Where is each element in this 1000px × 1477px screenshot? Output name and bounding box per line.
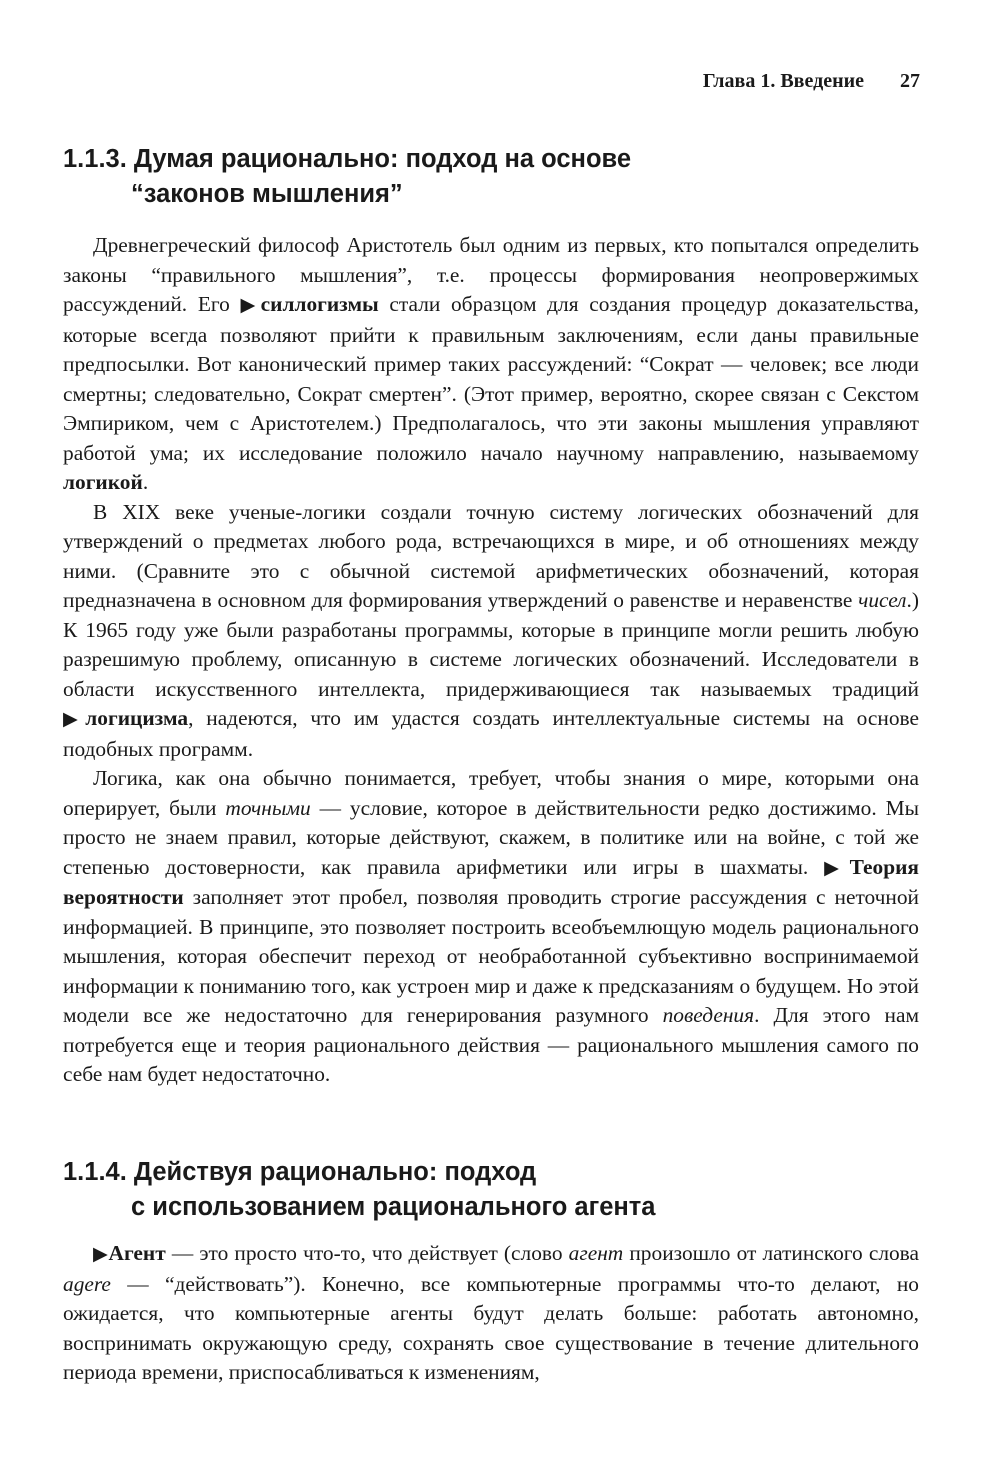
text-run: заполняет этот пробел, позволяя проводить строгие рассуждения с неточной информацией. В принципе, это позволяет построить всеобъемлющую модель рационального мышления, которая обеспечит переход от необработанной субъективно воспринимаемой информации к пониманию того, как устроен мир и даже к предсказаниям о будущем. Но этой модели все же недостаточно для генерирования разумного — [63, 885, 919, 1027]
chapter-title: Глава 1. Введение — [702, 70, 864, 92]
text-run: .) К 1965 году уже были разработаны программы, которые в принципе могли решить любую разрешимую проблему, описанную в системе логических обозначений. Исследователи в области искусственного интеллекта, придерживающиеся так называемых традиций — [63, 588, 919, 701]
paragraph — [63, 231, 919, 498]
section-heading — [63, 1155, 923, 1225]
section-1-1-3 — [63, 142, 923, 1090]
text-run: , надеются, что им удастся создать интеллектуальные системы на основе подобных программ. — [63, 706, 919, 761]
section-body — [63, 231, 919, 1090]
emphasis: agere — [63, 1271, 111, 1296]
text-run: — это просто что-то, что действует (слово — [165, 1241, 569, 1265]
heading-line-2: с использованием рационального агента — [131, 1193, 656, 1221]
key-term: силлогизмы — [260, 292, 379, 316]
section-heading — [63, 142, 923, 212]
cross-reference-arrow-icon: ▶ — [240, 295, 261, 316]
text-run: . — [142, 470, 149, 494]
text-run: — “действовать”). Конечно, все компьютерные программы что-то делают, но ожидается, что компьютерные агенты будут делать больше: работать автономно, воспринимать окружающую среду, сохранять свое существование в течение длительного периода времени, приспосабливаться к изменениям, — [63, 1271, 919, 1384]
text-run: Древнегреческий философ Аристотель был одним из первых, кто попытался определить законы “правильного мышления”, т.е. процессы формирования неопровержимых рассуждений. Его — [63, 233, 919, 316]
emphasis: чисел — [858, 588, 907, 612]
paragraph — [63, 1239, 919, 1388]
heading-line-1: 1.1.3. Думая рационально: подход на основе — [63, 145, 632, 173]
running-header — [703, 70, 920, 93]
emphasis: точными — [225, 795, 311, 820]
key-term: логицизма — [85, 706, 189, 730]
heading-line-1: 1.1.4. Действуя рационально: подход — [63, 1158, 537, 1186]
text-run: Логика, как она обычно понимается, требует, чтобы знания о мире, которыми она оперирует, были — [63, 766, 919, 820]
key-term: Теория вероятности — [63, 854, 919, 909]
page-number: 27 — [900, 70, 920, 92]
text-run: — условие, которое в действительности редко достижимо. Мы просто не знаем правил, которые действуют, скажем, в политике или на войне, с той же степенью достоверности, как правила арифметики или игры в шахматы. — [63, 795, 919, 879]
text-run: произошло от латинского слова — [623, 1241, 919, 1265]
paragraph — [63, 498, 919, 765]
section-body — [63, 1239, 919, 1388]
text-run: В XIX веке ученые-логики создали точную систему логических обозначений для утверждений о предметах любого рода, встречающихся в мире, и об отношениях между ними. (Сравните это с обычной системой арифметических обозначений, которая предназначена в основном для формирования утверждений о равенстве и неравенстве — [63, 499, 919, 612]
emphasis: поведения — [662, 1003, 755, 1027]
heading-line-2: “законов мышления” — [131, 180, 403, 208]
emphasis: агент — [568, 1241, 624, 1265]
cross-reference-arrow-icon: ▶ — [63, 709, 86, 730]
cross-reference-arrow-icon: ▶ — [93, 1244, 109, 1265]
key-term: логикой — [63, 470, 143, 494]
key-term: Агент — [108, 1241, 166, 1265]
section-1-1-4 — [63, 1155, 923, 1388]
paragraph — [63, 764, 919, 1090]
cross-reference-arrow-icon: ▶ — [824, 857, 850, 879]
text-run: . Для этого нам потребуется еще и теория рационального действия — рационального мышления самого по себе нам будет недостаточно. — [63, 1003, 919, 1086]
text-run: стали образцом для создания процедур доказательства, которые всегда позволяют прийти к правильным заключениям, если даны правильные предпосылки. Вот канонический пример таких рассуждений: “Сократ — человек; все люди смертны; следовательно, Сократ смертен”. (Этот пример, вероятно, скорее связан с Секстом Эмпириком, чем с Аристотелем.) Предполагалось, что эти законы мышления управляют работой ума; их исследование положило начало научному направлению, называемому — [63, 292, 919, 465]
